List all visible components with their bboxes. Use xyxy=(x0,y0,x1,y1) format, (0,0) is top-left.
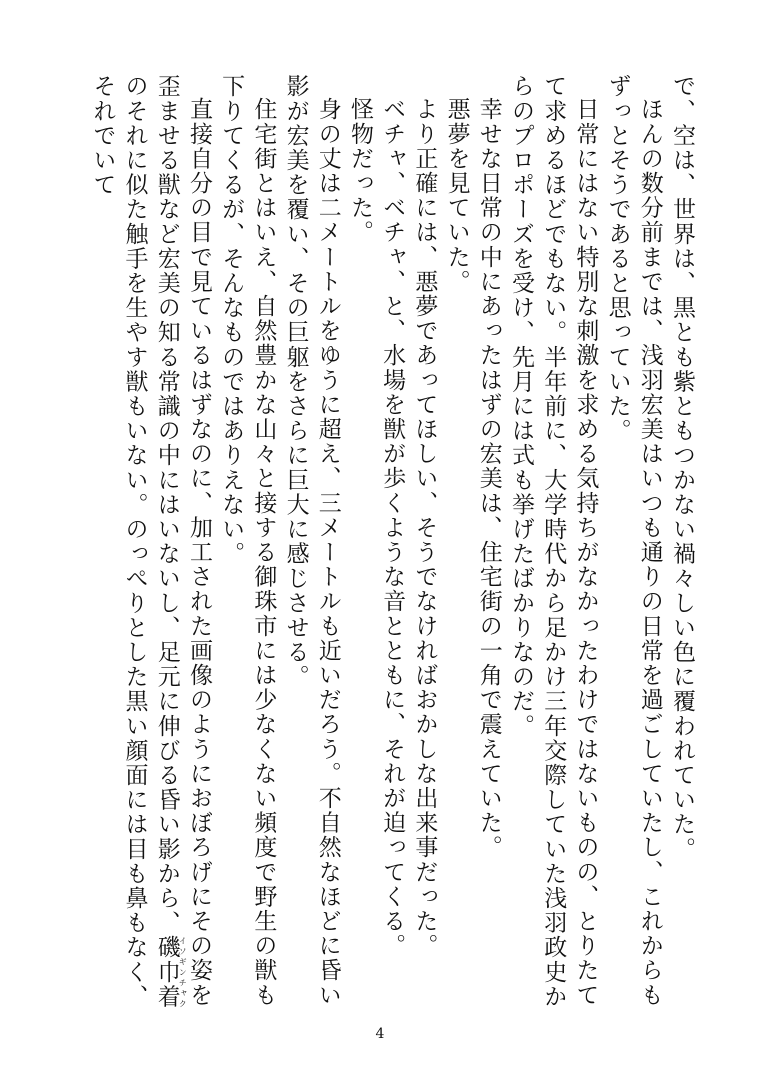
vertical-body-text xyxy=(48,74,698,1024)
paragraph-11-head: 直接自分の目で見ているはずなのに、加工された画像のようにおぼろげにその姿を歪ませる獣など宏美の知る常識の中にはいないし、足元に伸びる昏い影から、 xyxy=(153,74,212,1008)
paragraph-4: 幸せな日常の中にあったはずの宏美は、住宅街の一角で震えていた。 xyxy=(475,97,502,860)
paragraph-2: ほんの数分前までは、浅羽宏美はいつも通りの日常を過ごしていたし、これからもずっとそうであると思っていた。 xyxy=(604,74,663,1008)
paragraph-6: より正確には、悪夢であってほしい、そうでなければおかしな出来事だった。 xyxy=(411,97,438,958)
page-number: 4 xyxy=(375,1026,385,1042)
paragraph-5: 悪夢を見ていた。 xyxy=(443,97,470,294)
paragraph-8: 怪物だった。 xyxy=(346,97,373,245)
ruby-base: 磯巾着 xyxy=(153,935,180,1009)
paragraph-1: で、空は、世界は、黒とも紫ともつかない禍々しい色に覆われていた。 xyxy=(669,74,695,862)
paragraph-11 xyxy=(86,74,215,1024)
ruby-reading: イソギンチャク xyxy=(178,935,188,1009)
ruby-word xyxy=(153,935,188,1009)
paragraph-9: 身の丈は二メートルをゆうに超え、三メートルも近いだろう。不自然なほどに昏い影が宏美を覆い、その巨躯をさらに巨大に感じさせる。 xyxy=(282,74,341,1008)
paragraph-7: ベチャ、ベチャ、と、水場を獣が歩くような音とともに、それが迫ってくる。 xyxy=(379,97,406,958)
paragraph-3: 日常にはない特別な刺激を求める気持ちがなかったわけではないものの、とりたてて求めるほどでもない。半年前に、大学時代から足かけ三年交際していた浅羽政史からのプロポーズを受け、先月には式も挙げたばかりなのだ。 xyxy=(507,74,599,1009)
paragraph-10: 住宅街とはいえ、自然豊かな山々と接する御珠市には少なくない頻度で野生の獣も下りてくるが、そんなものではありえない。 xyxy=(218,74,277,1008)
paragraph-11-tail: のそれに似た触手を生やす獣もいない。のっぺりとした黒い顔面には目も鼻もなく、それでいて xyxy=(89,74,148,1009)
